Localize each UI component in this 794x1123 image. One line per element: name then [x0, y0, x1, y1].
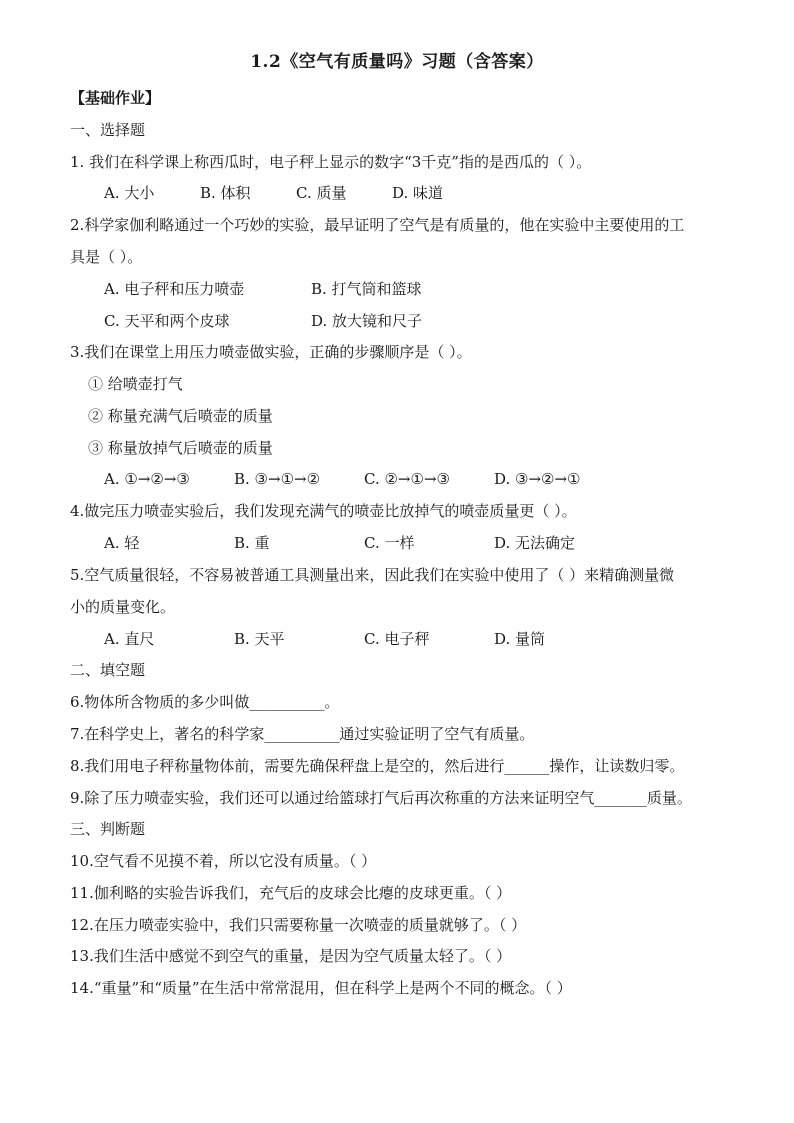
question-8: 8.我们用电子秤称量物体前，需要先确保秤盘上是空的，然后进行______操作，让读数归零。 — [70, 757, 685, 775]
part-heading-fill-in: 二、填空题 — [70, 661, 146, 679]
option-a: A. 直尺 — [104, 630, 155, 648]
question-14: 14.“重量”和“质量”在生活中常常混用，但在科学上是两个不同的概念。（ ） — [70, 979, 572, 997]
question-9: 9.除了压力喷壶实验，我们还可以通过给篮球打气后再次称重的方法来证明空气_______质量。 — [70, 789, 692, 807]
page-title: 1.2《空气有质量吗》习题（含答案） — [250, 52, 544, 72]
question-1-stem: 1. 我们在科学课上称西瓜时，电子秤上显示的数字“3千克”指的是西瓜的（ ）。 — [70, 153, 592, 171]
option-d: D. 味道 — [392, 184, 444, 202]
option-b: B. 天平 — [234, 630, 285, 648]
option-b: B. 打气筒和篮球 — [311, 280, 422, 298]
option-b: B. 重 — [234, 534, 270, 552]
question-5-options — [104, 629, 794, 649]
question-13: 13.我们生活中感觉不到空气的重量，是因为空气质量太轻了。（ ） — [70, 947, 512, 965]
question-2-stem-line-1: 2.科学家伽利略通过一个巧妙的实验，最早证明了空气是有质量的，他在实验中主要使用的工 — [70, 216, 685, 234]
question-12: 12.在压力喷壶实验中，我们只需要称量一次喷壶的质量就够了。（ ） — [70, 916, 527, 934]
option-c: C. ②→①→③ — [364, 470, 450, 488]
question-7: 7.在科学史上，著名的科学家__________通过实验证明了空气有质量。 — [70, 725, 535, 743]
question-3-stem: 3.我们在课堂上用压力喷壶做实验，正确的步骤顺序是（ ）。 — [70, 343, 472, 361]
option-c: C. 质量 — [296, 184, 347, 202]
option-d: D. ③→②→① — [494, 470, 581, 488]
option-a: A. 大小 — [104, 184, 155, 202]
section-heading-basic: 【基础作业】 — [70, 89, 161, 107]
question-2-options-row-1 — [104, 279, 794, 299]
question-3-step-1: ① 给喷壶打气 — [88, 375, 183, 393]
question-4-options — [104, 533, 794, 553]
question-10: 10.空气看不见摸不着，所以它没有质量。（ ） — [70, 852, 377, 870]
option-c: C. 天平和两个皮球 — [104, 312, 230, 330]
question-1-options — [104, 183, 794, 203]
part-heading-choice: 一、选择题 — [70, 121, 146, 139]
option-a: A. 电子秤和压力喷壶 — [104, 280, 245, 298]
question-4-stem: 4.做完压力喷壶实验后，我们发现充满气的喷壶比放掉气的喷壶质量更（ ）。 — [70, 502, 577, 520]
question-3-step-2: ② 称量充满气后喷壶的质量 — [88, 407, 273, 425]
option-d: D. 无法确定 — [494, 534, 576, 552]
question-3-options — [104, 469, 794, 489]
option-b: B. ③→①→② — [234, 470, 321, 488]
question-2-stem-line-2: 具是（ ）。 — [70, 248, 143, 266]
question-5-stem-line-1: 5.空气质量很轻，不容易被普通工具测量出来，因此我们在实验中使用了（ ）来精确测量微 — [70, 566, 675, 584]
option-c: C. 一样 — [364, 534, 415, 552]
question-11: 11.伽利略的实验告诉我们，充气后的皮球会比瘪的皮球更重。（ ） — [70, 884, 512, 902]
question-5-stem-line-2: 小的质量变化。 — [70, 598, 176, 616]
option-c: C. 电子秤 — [364, 630, 430, 648]
option-d: D. 量筒 — [494, 630, 546, 648]
question-3-step-3: ③ 称量放掉气后喷壶的质量 — [88, 439, 273, 457]
question-6: 6.物体所含物质的多少叫做__________。 — [70, 693, 340, 711]
option-d: D. 放大镜和尺子 — [311, 312, 423, 330]
option-a: A. 轻 — [104, 534, 140, 552]
question-2-options-row-2 — [104, 311, 794, 331]
option-b: B. 体积 — [200, 184, 251, 202]
part-heading-true-false: 三、判断题 — [70, 820, 146, 838]
option-a: A. ①→②→③ — [104, 470, 190, 488]
